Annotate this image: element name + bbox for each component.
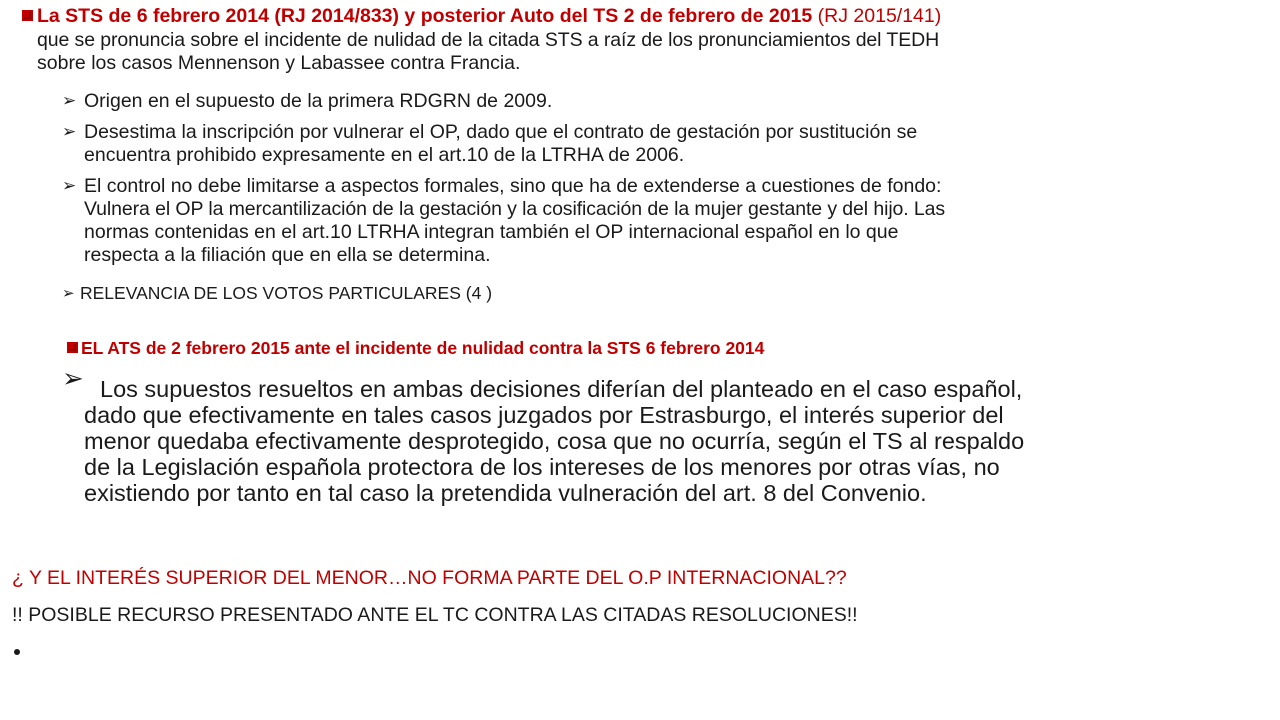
arrow-bullet-icon: ➢ <box>62 284 75 302</box>
block2-line-5: existiendo por tanto en tal caso la pretendida vulneración del art. 8 del Convenio. <box>84 480 927 506</box>
block1-heading <box>37 5 941 27</box>
arrow-bullet-icon: ➢ <box>62 176 77 196</box>
arrow-bullet-icon: ➢ <box>62 91 77 111</box>
block2-heading: EL ATS de 2 febrero 2015 ante el incidente de nulidad contra la STS 6 febrero 2014 <box>81 338 765 358</box>
sub-item-2-line-1: Desestima la inscripción por vulnerar el OP, dado que el contrato de gestación por sustitución se <box>84 121 918 143</box>
empty-bullet-icon <box>14 649 20 655</box>
sub-item-1-line-1: Origen en el supuesto de la primera RDGRN de 2009. <box>84 90 553 112</box>
block2-line-3: menor quedaba efectivamente desprotegido, cosa que no ocurría, según el TS al respaldo <box>84 428 1025 454</box>
block1-line-3: sobre los casos Mennenson y Labassee contra Francia. <box>37 52 521 74</box>
block2-line-2: dado que efectivamente en tales casos juzgados por Estrasburgo, el interés superior del <box>84 402 1004 428</box>
sub-item-3-line-2: Vulnera el OP la mercantilización de la gestación y la cosificación de la mujer gestante y del hijo. Las <box>84 198 946 220</box>
sub-item-3-line-1: El control no debe limitarse a aspectos formales, sino que ha de extenderse a cuestiones de fondo: <box>84 175 942 197</box>
question-line: ¿ Y EL INTERÉS SUPERIOR DEL MENOR…NO FORMA PARTE DEL O.P INTERNACIONAL?? <box>12 567 847 589</box>
block1-heading-bold: La STS de 6 febrero 2014 (RJ 2014/833) y posterior Auto del TS 2 de febrero de 2015 <box>37 5 813 27</box>
block1-heading-rest: (RJ 2015/141) <box>812 5 942 27</box>
block1-line-2: que se pronuncia sobre el incidente de nulidad de la citada STS a raíz de los pronunciamientos del TEDH <box>37 29 940 51</box>
arrow-bullet-icon: ➢ <box>62 122 77 142</box>
block2-line-4: de la Legislación española protectora de los intereses de los menores por otras vías, no <box>84 454 1000 480</box>
closing-line: !! POSIBLE RECURSO PRESENTADO ANTE EL TC CONTRA LAS CITADAS RESOLUCIONES!! <box>12 604 858 626</box>
sub-item-3-line-3: normas contenidas en el art.10 LTRHA integran también el OP internacional español en lo que <box>84 221 899 243</box>
block2-line-1: Los supuestos resueltos en ambas decisiones diferían del planteado en el caso español, <box>100 376 1023 402</box>
arrow-bullet-icon: ➢ <box>62 364 84 394</box>
sub-item-3-line-4: respecta a la filiación que en ella se determina. <box>84 244 491 266</box>
square-bullet-icon <box>67 342 78 353</box>
sub-item-2-line-2: encuentra prohibido expresamente en el art.10 de la LTRHA de 2006. <box>84 144 685 166</box>
sub-item-4-line-1: RELEVANCIA DE LOS VOTOS PARTICULARES (4 ) <box>80 283 493 303</box>
square-bullet-icon <box>22 10 33 21</box>
